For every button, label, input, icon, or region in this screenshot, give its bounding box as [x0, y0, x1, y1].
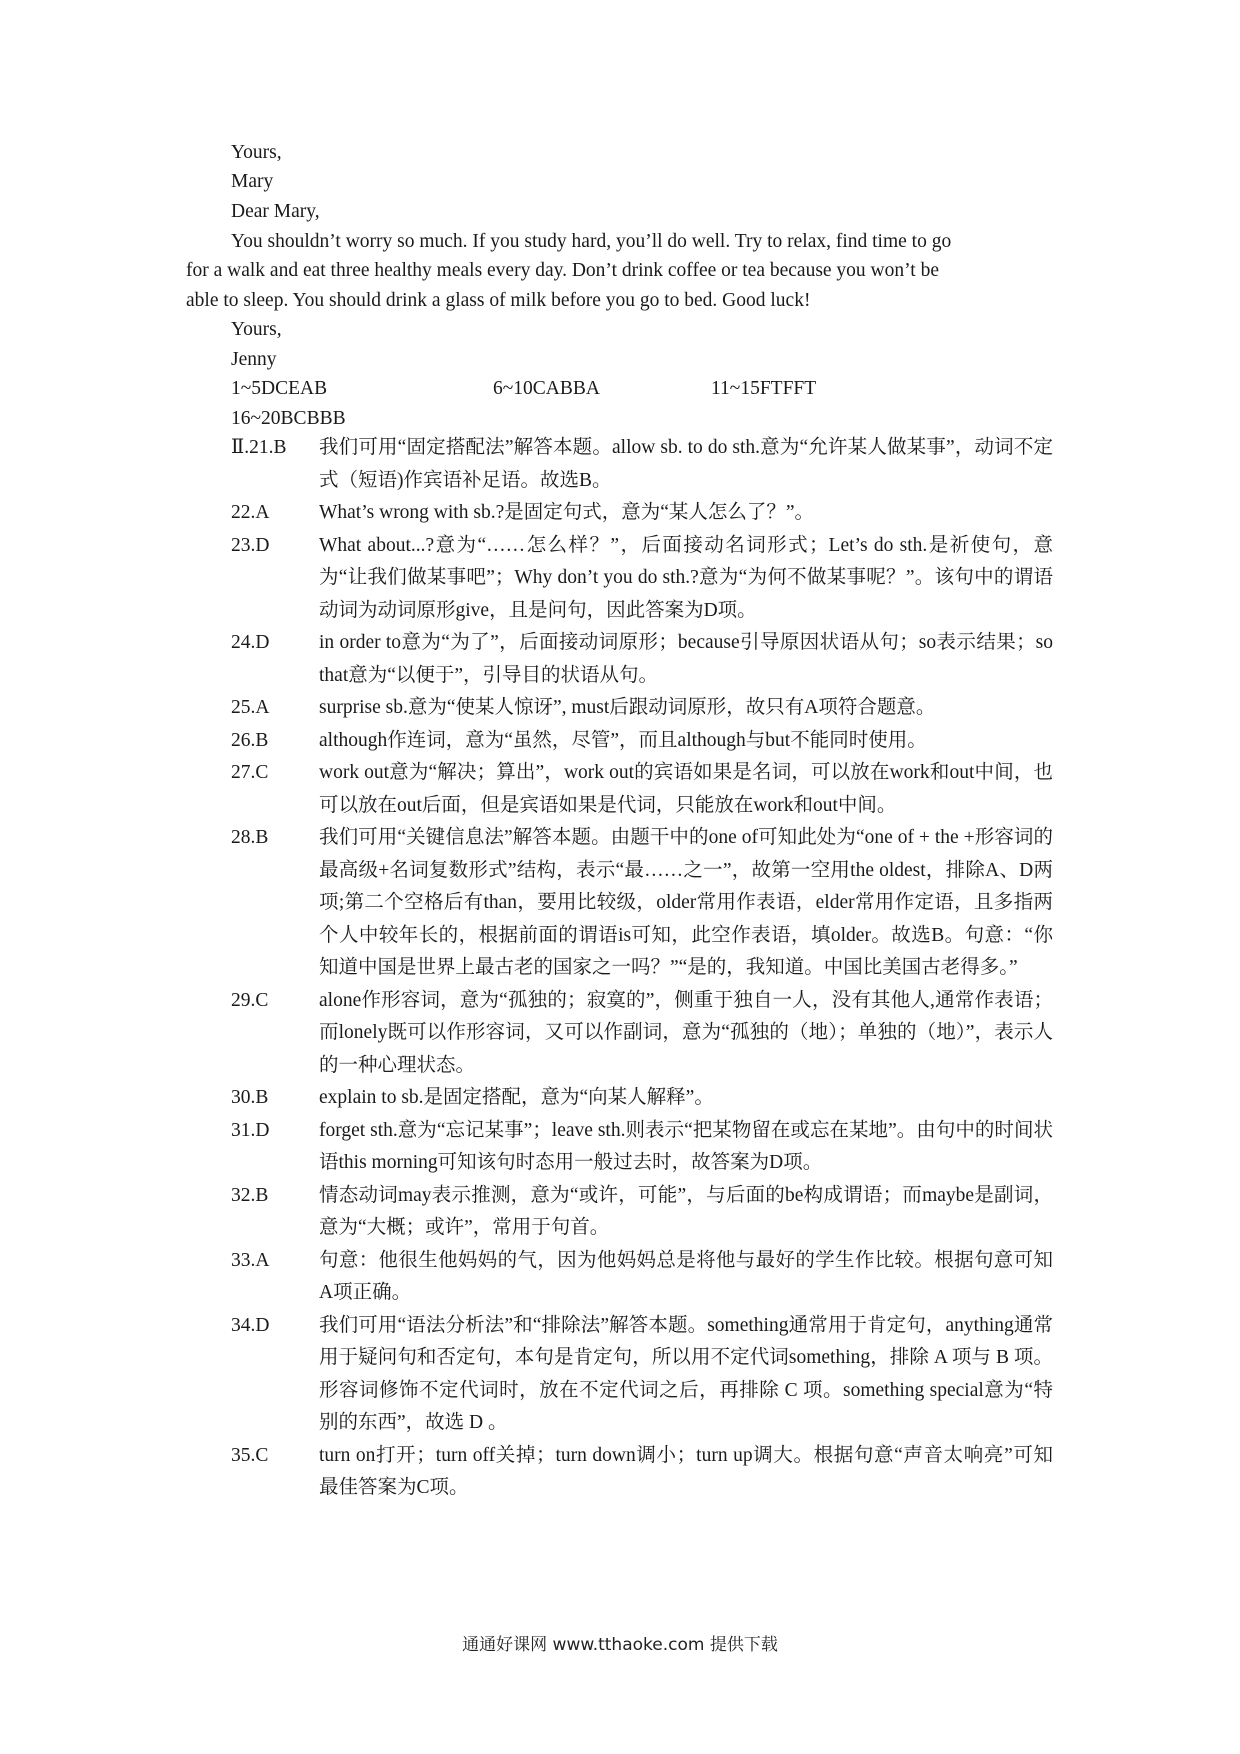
explanation-item	[231, 1310, 1053, 1440]
question-number: 26.B	[231, 729, 269, 751]
question-number: 25.A	[231, 697, 270, 718]
explanation-item	[231, 497, 1053, 530]
question-number: Ⅱ.21.B	[231, 437, 287, 458]
explanation-item	[231, 1440, 1053, 1505]
explanation-text: explain to sb.是固定搭配，意为“向某人解释”。	[319, 1087, 714, 1108]
question-number: 29.C	[231, 989, 269, 1011]
explanation-text: work out意为“解决；算出”，work out的宾语如果是名词，可以放在work和out中间，也可以放在out后面，但是宾语如果是代词，只能放在work和out中间。	[319, 762, 1053, 816]
letter2-greeting: Dear Mary,	[231, 201, 320, 222]
answer-group: 16~20BCBBB	[231, 408, 346, 429]
explanation-text: turn on打开；turn off关掉；turn down调小；turn up调大。根据句意“声音太响亮”可知最佳答案为C项。	[319, 1444, 1053, 1498]
letter2-signature: Jenny	[231, 349, 277, 370]
explanation-text: although作连词，意为“虽然，尽管”，而且although与but不能同时使用。	[319, 729, 927, 751]
explanation-text: What’s wrong with sb.?是固定句式，意为“某人怎么了？”。	[319, 502, 815, 523]
answer-group: 11~15FTFFT	[711, 378, 817, 399]
question-number: 22.A	[231, 502, 270, 523]
question-number: 23.D	[231, 534, 270, 556]
letter1-closing: Yours,	[231, 142, 282, 163]
question-number: 30.B	[231, 1087, 269, 1108]
explanation-text: 我们可用“固定搭配法”解答本题。allow sb. to do sth.意为“允许某人做某事”，动词不定式（短语)作宾语补足语。故选B。	[319, 437, 1053, 491]
answer-group: 1~5DCEAB	[231, 378, 328, 399]
explanation-text: 我们可用“关键信息法”解答本题。由题干中的one of可知此处为“one of + the +形容词的最高级+名词复数形式”结构，表示“最……之一”，故第一空用the oldest，排除A、D两项;第二个空格后有than，要用比较级，older常用作表语，elder常用作定语，且多指两个人中较年长的，根据前面的谓语is可知，此空作表语，填older。故选B。句意：“你知道中国是世界上最古老的国家之一吗？”“是的，我知道。中国比美国古老得多。”	[319, 827, 1053, 978]
explanation-text: alone作形容词，意为“孤独的；寂寞的”，侧重于独自一人，没有其他人,通常作表语；而lonely既可以作形容词，又可以作副词，意为“孤独的（地）；单独的（地）”，表示人的一种心理状态。	[319, 989, 1053, 1076]
question-number: 28.B	[231, 827, 269, 848]
letter2-body-line: for a walk and eat three healthy meals every day. Don’t drink coffee or tea because you won’t be	[186, 260, 939, 281]
explanation-item	[231, 1245, 1053, 1310]
explanation-item	[231, 1180, 1053, 1245]
explanation-item	[231, 1082, 1053, 1115]
explanation-item	[231, 822, 1053, 985]
explanation-text: 情态动词may表示推测，意为“或许，可能”，与后面的be构成谓语；而maybe是副词，意为“大概；或许”，常用于句首。	[319, 1184, 1053, 1238]
question-number: 35.C	[231, 1444, 269, 1466]
letter2-closing: Yours,	[231, 319, 282, 340]
question-number: 34.D	[231, 1314, 270, 1336]
question-number: 24.D	[231, 632, 270, 653]
explanation-text: in order to意为“为了”，后面接动词原形；because引导原因状语从句；so表示结果；so that意为“以便于”，引导目的状语从句。	[319, 632, 1053, 686]
explanation-item	[231, 1115, 1053, 1180]
explanation-item	[231, 530, 1053, 628]
explanation-item	[231, 627, 1053, 692]
explanation-text: surprise sb.意为“使某人惊讶”, must后跟动词原形，故只有A项符合题意。	[319, 697, 936, 718]
explanation-item	[231, 432, 1053, 497]
explanation-item	[231, 985, 1053, 1083]
letter2-body-line: You shouldn’t worry so much. If you study hard, you’ll do well. Try to relax, find time to go	[231, 231, 952, 252]
explanation-text: 我们可用“语法分析法”和“排除法”解答本题。something通常用于肯定句，anything通常用于疑问句和否定句，本句是肯定句，所以用不定代词something，排除 A 项与 B 项。形容词修饰不定代词时，放在不定代词之后，再排除 C 项。something special意为“特别的东西”，故选 D 。	[319, 1314, 1053, 1433]
question-number: 32.B	[231, 1184, 269, 1206]
page-footer: 通通好课网 www.tthaoke.com 提供下载	[462, 1635, 778, 1655]
explanation-text: What about...?意为“……怎么样？”，后面接动名词形式；Let’s do sth.是祈使句，意为“让我们做某事吧”；Why don’t you do sth.?意为“为何不做某事呢？”。该句中的谓语动词为动词原形give，且是问句，因此答案为D项。	[319, 534, 1053, 621]
explanation-text: 句意：他很生他妈妈的气，因为他妈妈总是将他与最好的学生作比较。根据句意可知A项正确。	[319, 1249, 1053, 1303]
question-number: 31.D	[231, 1119, 270, 1141]
explanation-text: forget sth.意为“忘记某事”；leave sth.则表示“把某物留在或忘在某地”。由句中的时间状语this morning可知该句时态用一般过去时，故答案为D项。	[319, 1119, 1053, 1173]
letter2-body-line: able to sleep. You should drink a glass of milk before you go to bed. Good luck!	[186, 290, 811, 311]
question-number: 33.A	[231, 1249, 270, 1271]
letter1-signature: Mary	[231, 171, 274, 192]
answer-group: 6~10CABBA	[493, 378, 600, 399]
question-number: 27.C	[231, 762, 269, 783]
explanation-item	[231, 757, 1053, 822]
explanation-list	[231, 432, 1053, 1505]
explanation-item	[231, 725, 1053, 758]
explanation-item	[231, 692, 1053, 725]
